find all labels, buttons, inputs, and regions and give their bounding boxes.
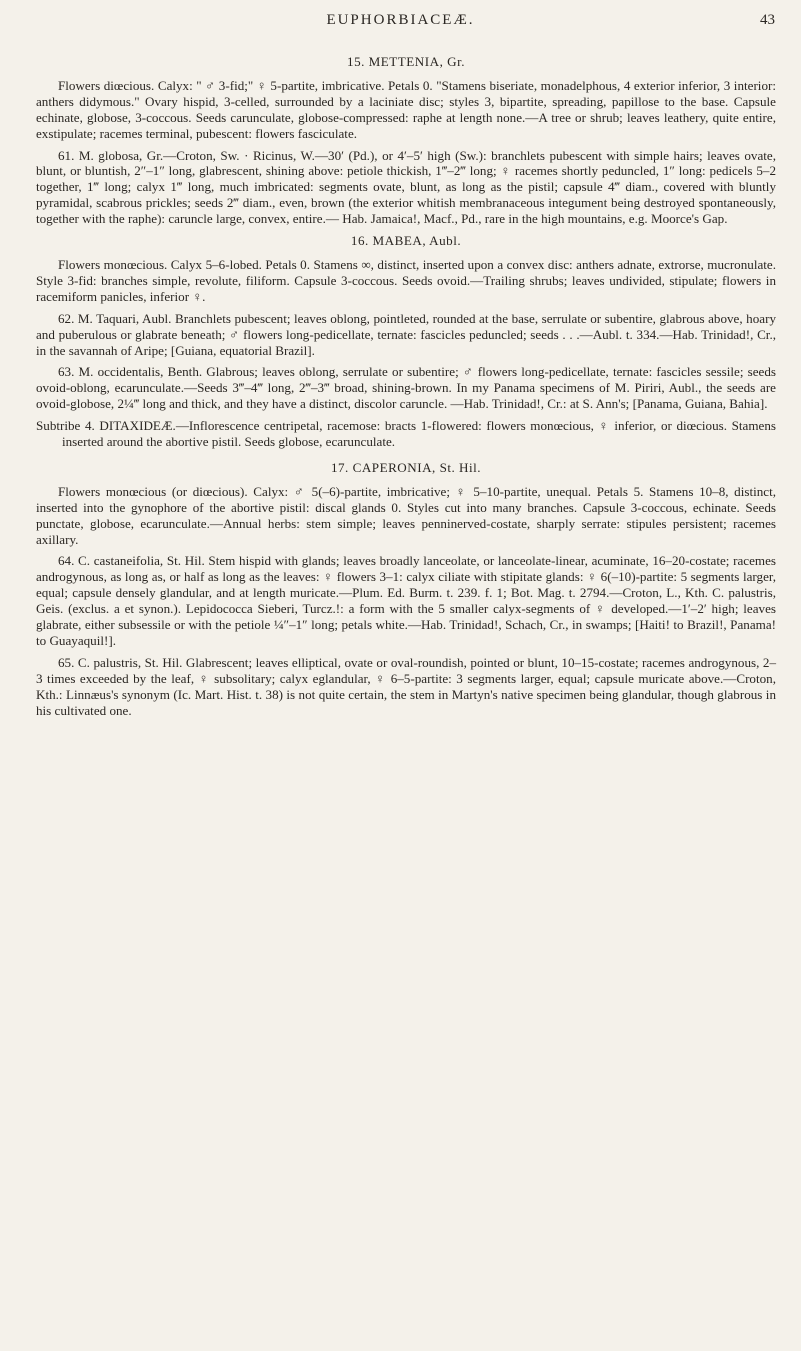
page-number: 43 bbox=[760, 12, 775, 28]
genus-description-caperonia: Flowers monœcious (or diœcious). Calyx: ♂ 5(–6)-partite, imbricative; ♀ 5–10-partite, unequal. Petals 5. Stamens 10–8, distinct, inserted into the gynophore of the abortive pistil: discal glands 0. Styles cut into many branches. Capsule 3-coccous, echinate. Seeds punctate, globose, ecarunculate.—Annual herbs: stem simple; leaves penninerved-costate, sharply serrate: stipules persistent; racemes axillary. bbox=[36, 483, 776, 547]
species-entry-61: 61. M. globosa, Gr.—Croton, Sw. · Ricinus, W.—30′ (Pd.), or 4′–5′ high (Sw.): branchlets pubescent with simple hairs; leaves ovate, blunt, or bluntish, 2″–1″ long, glabrescent, shining above: petiole thickish, 1‴–2‴ long; ♀ racemes shortly peduncled, 1″ long: pedicels 5–2 together, 1‴ long; calyx 1‴ long, much imbricated: segments ovate, blunt, as long as the pistil; capsule 4‴ diam., covered with bluntly pyramidal, scabrous prickles; seeds 2‴ diam., even, brown (the exterior whitish membranaceous integument being destroyed spontaneously, together with the raphe): caruncle large, convex, entire.— Hab. Jamaica!, Macf., Pd., rare in the high mountains, e.g. Moorce's Gap. bbox=[36, 147, 776, 227]
running-header bbox=[0, 12, 801, 36]
species-entry-64: 64. C. castaneifolia, St. Hil. Stem hispid with glands; leaves broadly lanceolate, or lanceolate-linear, acuminate, 16–20-costate; racemes androgynous, as long as, or half as long as the leaves: ♀ flowers 3–1: calyx ciliate with stipitate glands: ♀ 6(–10)-partite: 5 segments larger, equal; capsule densely glandular, and at length muricate.—Plum. Ed. Burm. t. 239. f. 1; Bot. Mag. t. 2794.—Croton, L., Kth. C. palustris, Geis. (exclus. a et synon.). Lepidococca Sieberi, Turcz.!: a form with the 5 smaller calyx-segments of ♀ developed.—1′–2′ high; leaves glabrate, either subsessile or with the petiole ¼″–1″ long; petals white.—Hab. Trinidad!, Schach, Cr., in swamps; [Haiti! to Brazil!, Panama! to Guayaquil!]. bbox=[36, 553, 776, 648]
species-entry-63: 63. M. occidentalis, Benth. Glabrous; leaves oblong, serrulate or subentire; ♂ flowers long-pedicellate, ternate: fascicles sessile; seeds ovoid-oblong, ecarunculate.—Seeds 3‴–4‴ long, 2‴–3‴ broad, shining-brown. In my Panama specimens of M. Piriri, Aubl., the seeds are ovoid-globose, 2¼‴ long and thick, and they have a distinct, discolor caruncle. —Hab. Trinidad!, Cr.: at S. Ann's; [Panama, Guiana, Bahia]. bbox=[36, 364, 776, 412]
genus-description-mabea: Flowers monœcious. Calyx 5–6-lobed. Petals 0. Stamens ∞, distinct, inserted upon a convex disc: anthers adnate, extrorse, mucronulate. Style 3-fid: branches simple, revolute, filiform. Capsule 3-coccous. Seeds ovoid.—Trailing shrubs; leaves undivided, stipulate; flowers in racemiform panicles, inferior ♀. bbox=[36, 256, 776, 304]
species-entry-65: 65. C. palustris, St. Hil. Glabrescent; leaves elliptical, ovate or oval-roundish, pointed or blunt, 10–15-costate; racemes androgynous, 2–3 times exceeded by the leaf, ♀ subsolitary; calyx eglandular, ♀ 6–5-partite: 3 segments larger, equal; capsule muricate above.—Croton, Kth.: Linnæus's synonym (Ic. Mart. Hist. t. 38) is not quite certain, the stem in Martyn's native specimen being glandular, though glabrous in his cultivated one. bbox=[36, 654, 776, 718]
genus-heading-caperonia: 17. CAPERONIA, St. Hil. bbox=[330, 459, 482, 475]
subtribe-heading: Subtribe 4. DITAXIDEÆ.—Inflorescence centripetal, racemose: bracts 1-flowered: flowers monœcious, ♀ inferior, or diœcious. Stamens inserted around the abortive pistil. Seeds globose, ecarunculate. bbox=[36, 418, 776, 450]
species-entry-62: 62. M. Taquari, Aubl. Branchlets pubescent; leaves oblong, pointleted, rounded at the base, serrulate or subentire, glabrous above, hoary and puberulous or glabrate beneath; ♂ flowers long-pedicellate, ternate: fascicles peduncled; seeds . . .—Aubl. t. 334.—Hab. Trinidad!, Cr., in the savannah of Aripe; [Guiana, equatorial Brazil]. bbox=[36, 310, 776, 358]
genus-heading-mabea: 16. MABEA, Aubl. bbox=[350, 233, 462, 249]
genus-heading-mettenia: 15. METTENIA, Gr. bbox=[347, 54, 465, 69]
running-title: EUPHORBIACEÆ. bbox=[326, 12, 475, 28]
body-text bbox=[36, 50, 776, 725]
genus-description-mettenia: Flowers diœcious. Calyx: " ♂ 3-fid;" ♀ 5-partite, imbricative. Petals 0. "Stamens biseriate, monadelphous, 4 exterior inferior, 3 interior: anthers didymous." Ovary hispid, 3-celled, surrounded by a laciniate disc; styles 3, bipartite, spreading, papillose to the base. Capsule echinate, globose, 3-coccous. Seeds carunculate, globose-compressed: raphe at length none.—A tree or shrub; leaves leathery, quite entire, exstipulate; racemes terminal, pubescent: flowers fasciculate. bbox=[36, 77, 776, 141]
